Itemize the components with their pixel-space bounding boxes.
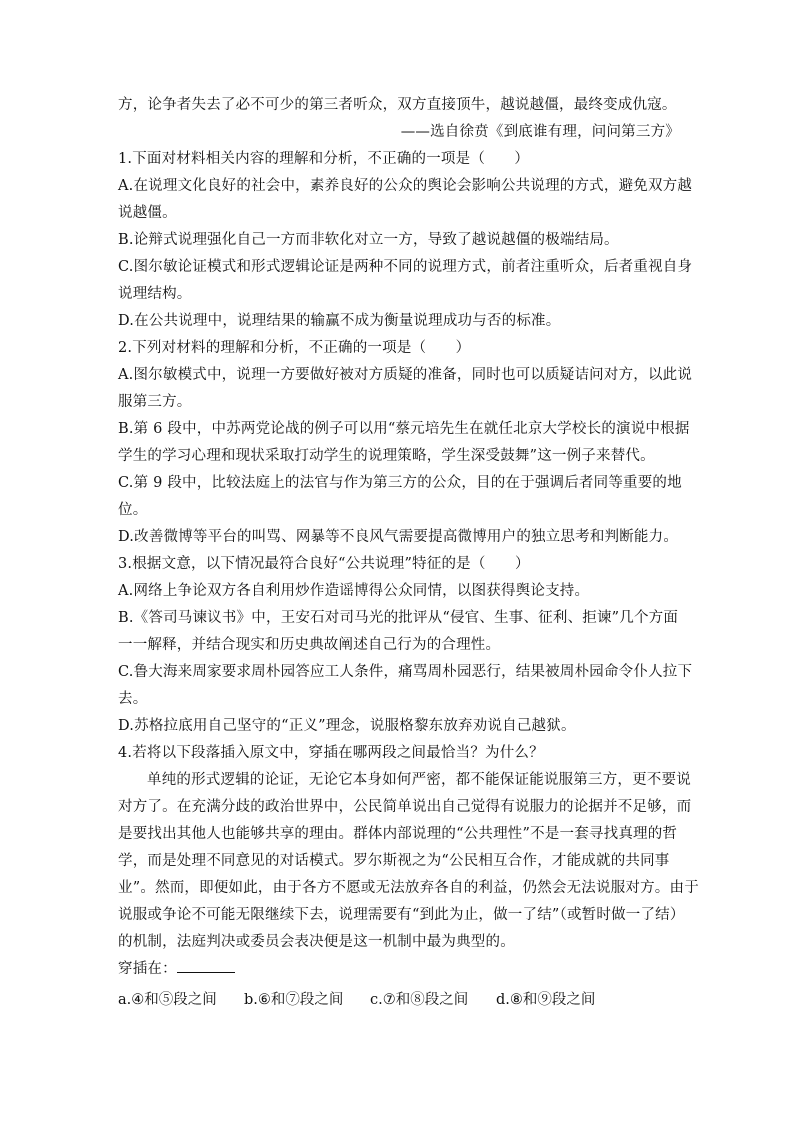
q1-option-d: D.在公共说理中，说理结果的输赢不成为衡量说理成功与否的标准。 [118,313,561,329]
q2-option-b-line1: B.第 6 段中，中苏两党论战的例子可以用“蔡元培先生在就任北京大学校长的演说中根据 [118,421,690,437]
q4-paragraph-line-7: 的机制，法庭判决或委员会表决便是这一机制中最为典型的。 [118,934,515,950]
q2-option-a-line1: A.图尔敏模式中，说理一方要做好被对方质疑的准备，同时也可以质疑诘问对方，以此说 [118,367,693,383]
answer-label: 穿插在： [118,961,177,977]
q4-paragraph-line-2: 对方了。在充满分歧的政治世界中，公民简单说出自己觉得有说服力的论据并不足够，而 [118,799,692,815]
q2-option-a-line2: 服第三方。 [118,394,192,410]
question-2-stem: 2.下列对材料的理解和分析，不正确的一项是（ ） [118,340,471,356]
q2-option-d: D.改善微博等平台的叫骂、网暴等不良风气需要提高微博用户的独立思考和判断能力。 [118,529,679,545]
question-1-stem: 1.下面对材料相关内容的理解和分析，不正确的一项是（ ） [118,151,530,167]
passage-source: ——选自徐贲《到底谁有理，问问第三方》 [400,124,680,140]
question-4-stem: 4.若将以下段落插入原文中，穿插在哪两段之间最恰当？为什么？ [118,745,544,761]
q4-choices [118,987,674,1014]
q2-option-c-line2: 位。 [118,502,148,518]
q4-choice-c: c.⑦和⑧段之间 [370,992,469,1008]
q4-choice-d: d.⑧和⑨段之间 [496,992,596,1008]
q3-option-b-line1: B.《答司马谏议书》中，王安石对司马光的批评从“侵官、生事、征利、拒谏”几个方面 [118,610,679,626]
q1-option-a-line2: 说越僵。 [118,205,177,221]
q4-choice-a: a.④和⑤段之间 [118,992,217,1008]
q3-option-a: A.网络上争论双方各自利用炒作造谣博得公众同情，以图获得舆论支持。 [118,583,590,599]
answer-row [118,956,674,983]
q4-paragraph-line-1: 单纯的形式逻辑的论证，无论它本身如何严密，都不能保证能说服第三方，更不要说 [147,772,691,788]
q1-option-c-line1: C.图尔敏论证模式和形式逻辑论证是两种不同的说理方式，前者注重听众，后者重视自身 [118,259,693,275]
q4-paragraph-line-6: 说服或争论不可能无限继续下去，说理需要有“到此为止，做一了结”（或暂时做一了结） [118,907,685,923]
q4-paragraph-line-3: 是要找出其他人也能够共享的理由。群体内部说理的“公共理性”不是一套寻找真理的哲 [118,826,678,842]
answer-blank[interactable] [177,958,235,973]
q4-paragraph-line-5: 业”。然而，即便如此，由于各方不愿或无法放弃各自的利益，仍然会无法说服对方。由于 [118,880,699,896]
q4-paragraph-line-4: 学，而是处理不同意见的对话模式。罗尔斯视之为“公民相互合作，才能成就的共同事 [118,853,670,869]
q3-option-c-line2: 去。 [118,691,148,707]
q4-choice-b: b.⑥和⑦段之间 [244,992,344,1008]
q1-option-c-line2: 说理结构。 [118,286,192,302]
q1-option-a-line1: A.在说理文化良好的社会中，素养良好的公众的舆论会影响公共说理的方式，避免双方越 [118,178,693,194]
q2-option-c-line1: C.第 9 段中，比较法庭上的法官与作为第三方的公众，目的在于强调后者同等重要的地 [118,475,682,491]
q3-option-b-line2: 一一解释，并结合现实和历史典故阐述自己行为的合理性。 [118,637,501,653]
passage-tail-line: 方，论争者失去了必不可少的第三者听众，双方直接顶牛，越说越僵，最终变成仇寇。 [118,97,677,113]
q3-option-d: D.苏格拉底用自己坚守的“正义”理念，说服格黎东放弃劝说自己越狱。 [118,718,576,734]
q1-option-b: B.论辩式说理强化自己一方而非软化对立一方，导致了越说越僵的极端结局。 [118,232,619,248]
question-3-stem: 3.根据文意，以下情况最符合良好“公共说理”特征的是（ ） [118,556,530,572]
q3-option-c-line1: C.鲁大海来周家要求周朴园答应工人条件，痛骂周朴园恶行，结果被周朴园命令仆人拉下 [118,664,693,680]
q2-option-b-line2: 学生的学习心理和现状采取打动学生的说理策略，学生深受鼓舞”这一例子来替代。 [118,448,655,464]
